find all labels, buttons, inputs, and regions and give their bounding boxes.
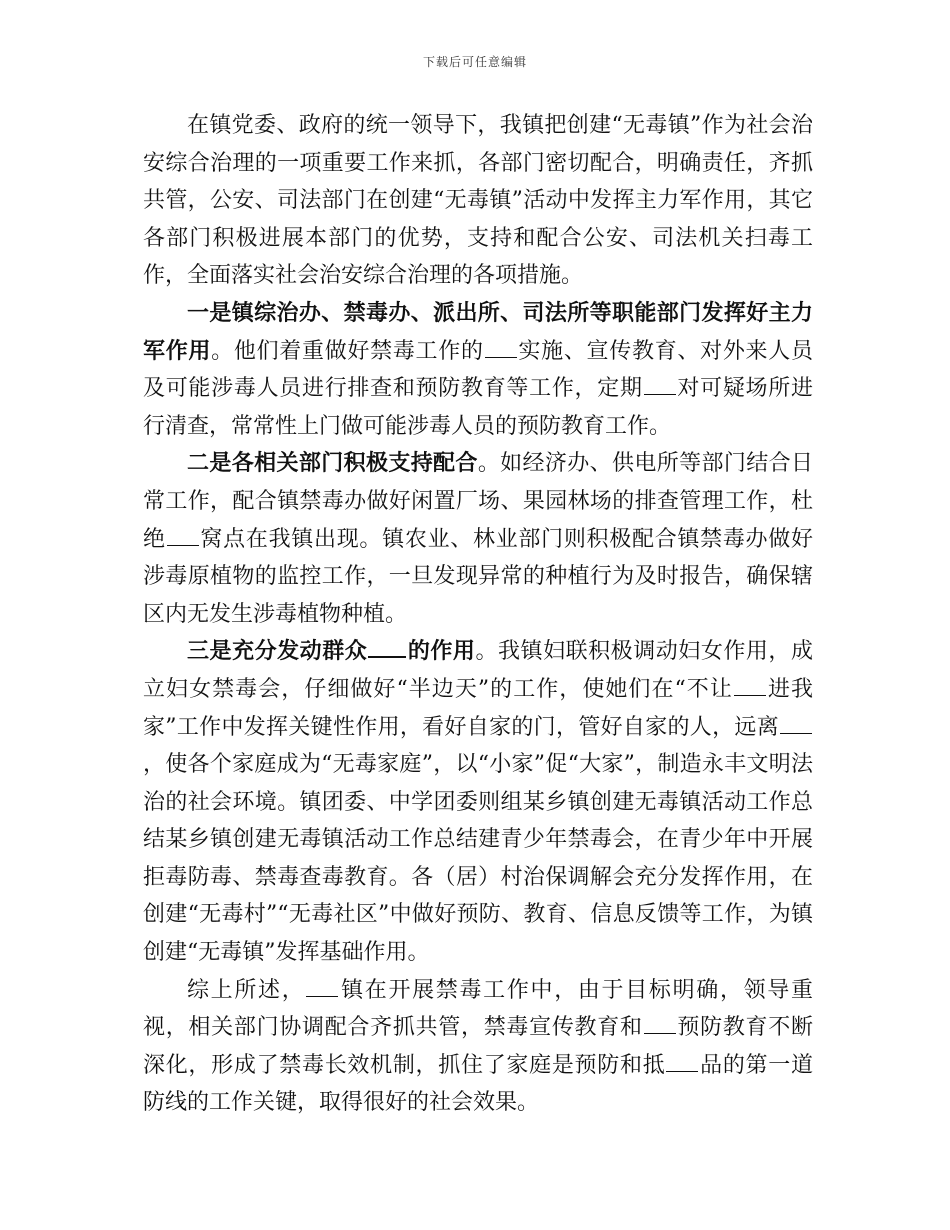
point-one-text-c: 对可疑场所进行清查，常常性上门做可能涉毒人员的预防教育工作。 (143, 376, 813, 439)
point-one-text-b: 实施、宣传教育、对外来人员及可能涉毒人员进行排查和预防教育等工作，定期 (143, 338, 813, 402)
blank-line (644, 393, 676, 395)
paragraph-point-one (143, 295, 813, 445)
document-body (143, 107, 813, 1122)
paragraph-intro-text: 在镇党委、政府的统一领导下，我镇把创建“无毒镇”作为社会治安综合治理的一项重要工作来抓，各部门密切配合，明确责任，齐抓共管，公安、司法部门在创建“无毒镇”活动中发挥主力军作用，其它各部门积极进展本部门的优势，支持和配合公安、司法机关扫毒工作，全面落实社会治安综合治理的各项措施。 (143, 113, 813, 289)
blank-line (306, 995, 338, 997)
paragraph-point-two (143, 445, 813, 633)
point-three-text-a: 。我镇妇联积极调动妇女作用，成立妇女禁毒会，仔细做好“半边天”的工作，使她们在“不让 (143, 639, 813, 702)
point-two-heading: 二是各相关部门积极支持配合 (187, 450, 478, 477)
summary-text-c: 预防教育不断深化，形成了禁毒长效机制，抓住了家庭是预防和抵 (143, 1015, 813, 1078)
point-two-text-b: 窝点在我镇出现。镇农业、林业部门则积极配合镇禁毒办做好涉毒原植物的监控工作，一旦发现异常的种植行为及时报告，确保辖区内无发生涉毒植物种植。 (143, 526, 813, 627)
summary-text-d: 品的第一道防线的工作关键，取得很好的社会效果。 (143, 1052, 813, 1116)
point-three-text-b: 进我家”工作中发挥关键性作用，看好自家的门，管好自家的人，远离 (143, 676, 813, 740)
blank-line (734, 694, 766, 696)
blank-line (644, 1032, 676, 1034)
point-three-heading-b: 的作用 (407, 638, 476, 665)
paragraph-summary (143, 972, 813, 1122)
point-one-text-a: 。他们着重做好禁毒工作的 (211, 338, 484, 364)
page-header-note: 下载后可任意编辑 (422, 55, 527, 69)
blank-line (167, 544, 199, 546)
blank-line (368, 655, 406, 658)
point-three-heading-a: 三是充分发动群众 (187, 638, 368, 665)
summary-text-b: 镇在开展禁毒工作中，由于目标明确，领导重视，相关部门协调配合齐抓共管，禁毒宣传教育和 (143, 977, 813, 1041)
paragraph-intro (143, 107, 813, 295)
point-three-heading (187, 638, 475, 664)
blank-line (780, 732, 812, 734)
point-two-text-a: 。如经济办、供电所等部门结合日常工作，配合镇禁毒办做好闲置厂场、果园林场的排查管理工作，杜绝 (143, 451, 813, 552)
paragraph-point-three (143, 633, 813, 971)
summary-text-a: 综上所述， (187, 977, 306, 1003)
blank-line (485, 356, 517, 358)
point-three-text-c: ，使各个家庭成为“无毒家庭”，以“小家”促“大家”，制造永丰文明法治的社会环境。镇团委、中学团委则组某乡镇创建无毒镇活动工作总结某乡镇创建无毒镇活动工作总结建青少年禁毒会，在青少年中开展拒毒防毒、禁毒查毒教育。各（居）村治保调解会充分发挥作用，在创建“无毒村”“无毒社区”中做好预防、教育、信息反馈等工作，为镇创建“无毒镇”发挥基础作用。 (143, 752, 813, 966)
point-one-heading: 一是镇综治办、禁毒办、派出所、司法所等职能部门发挥好主力军作用 (143, 299, 813, 364)
blank-line (666, 1070, 698, 1072)
